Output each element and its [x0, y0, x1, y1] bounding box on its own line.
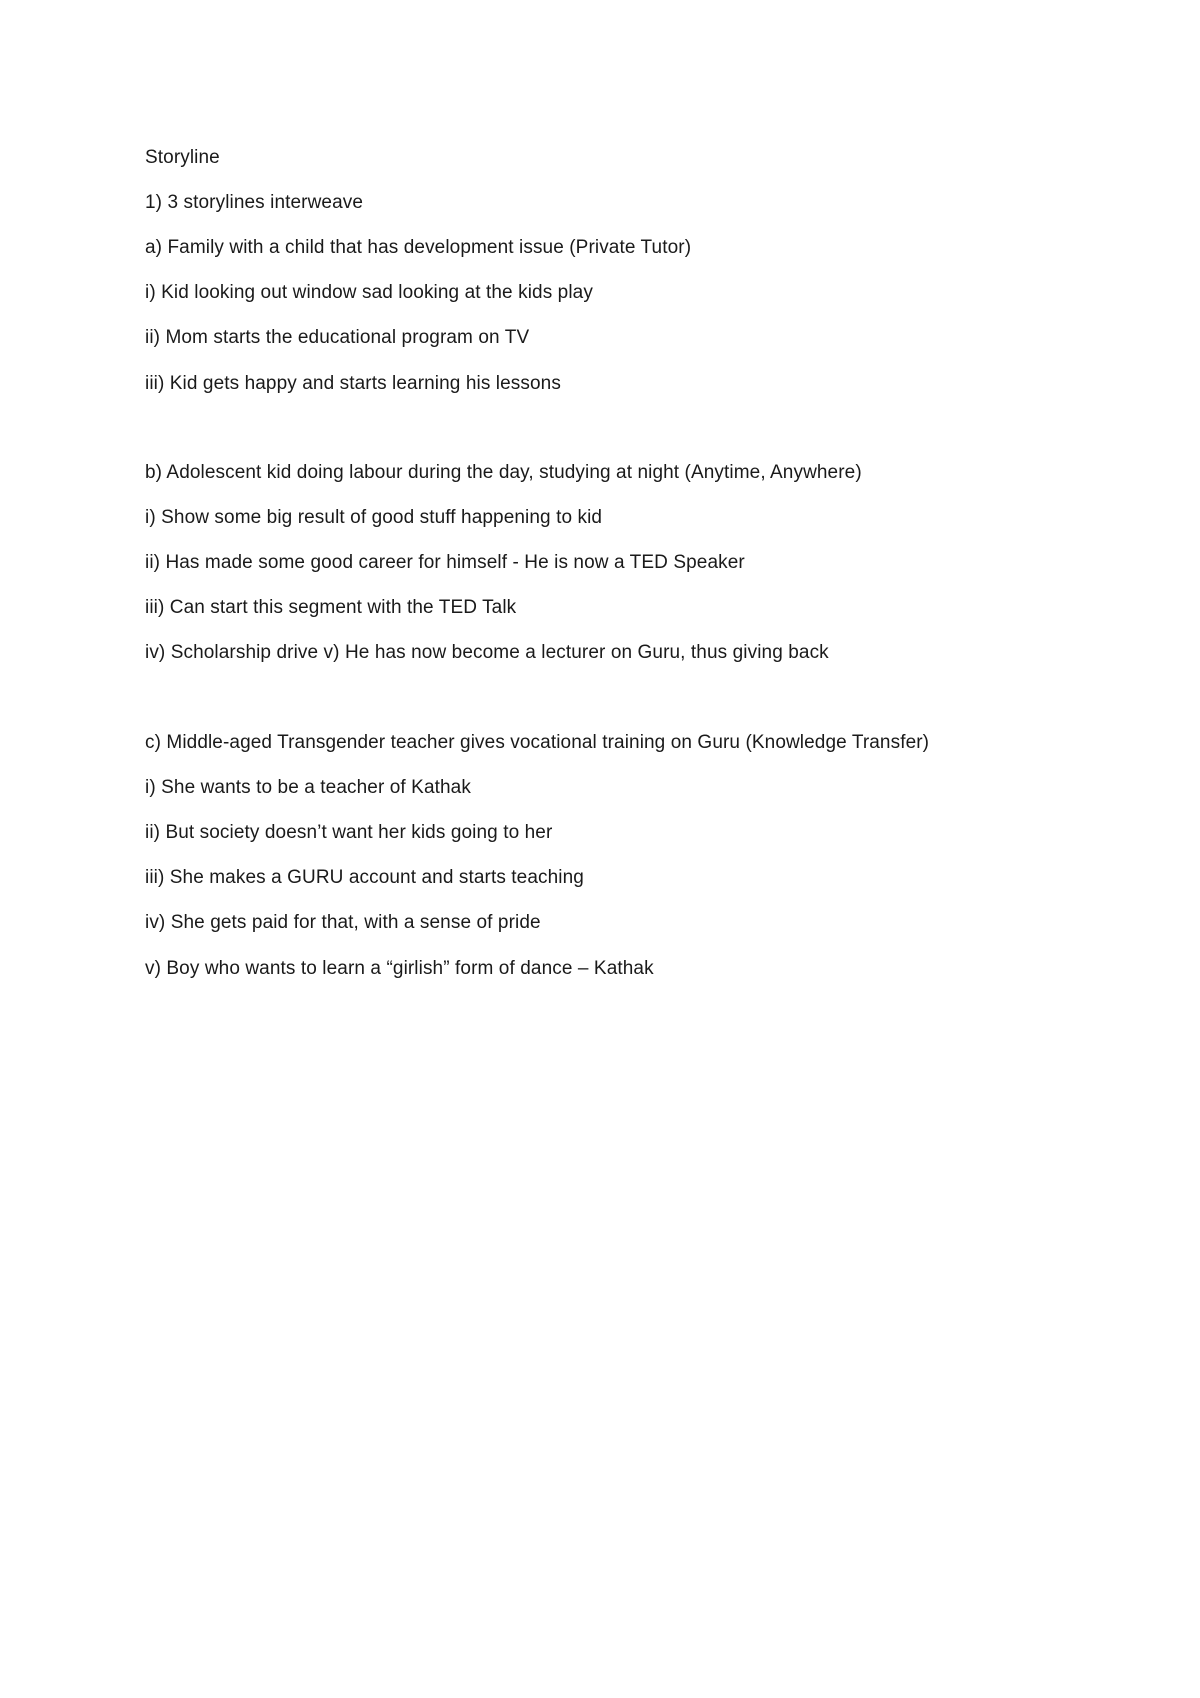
section-a-item: ii) Mom starts the educational program on TV: [145, 327, 530, 348]
section-c-heading: c) Middle-aged Transgender teacher gives vocational training on Guru (Knowledge Transfer): [145, 732, 930, 753]
section-c-item: i) She wants to be a teacher of Kathak: [145, 777, 471, 798]
section-c-item: v) Boy who wants to learn a “girlish” form of dance – Kathak: [145, 958, 654, 979]
section-a-item: iii) Kid gets happy and starts learning his lessons: [145, 373, 561, 394]
section-c-item: ii) But society doesn’t want her kids going to her: [145, 822, 553, 843]
section-c-item: iv) She gets paid for that, with a sense of pride: [145, 912, 541, 933]
section-b-item: i) Show some big result of good stuff happening to kid: [145, 507, 603, 528]
document-title: Storyline: [145, 147, 220, 168]
section-b-item: iii) Can start this segment with the TED Talk: [145, 597, 517, 618]
section-a-item: i) Kid looking out window sad looking at the kids play: [145, 282, 593, 303]
section-b-item: ii) Has made some good career for himself - He is now a TED Speaker: [145, 552, 745, 573]
section-c-item: iii) She makes a GURU account and starts teaching: [145, 867, 584, 888]
section-a-heading: a) Family with a child that has development issue (Private Tutor): [145, 237, 692, 258]
section-b-item: iv) Scholarship drive v) He has now become a lecturer on Guru, thus giving back: [145, 642, 829, 663]
section-b-heading: b) Adolescent kid doing labour during the day, studying at night (Anytime, Anywhere): [145, 462, 862, 483]
intro-line: 1) 3 storylines interweave: [145, 192, 364, 213]
